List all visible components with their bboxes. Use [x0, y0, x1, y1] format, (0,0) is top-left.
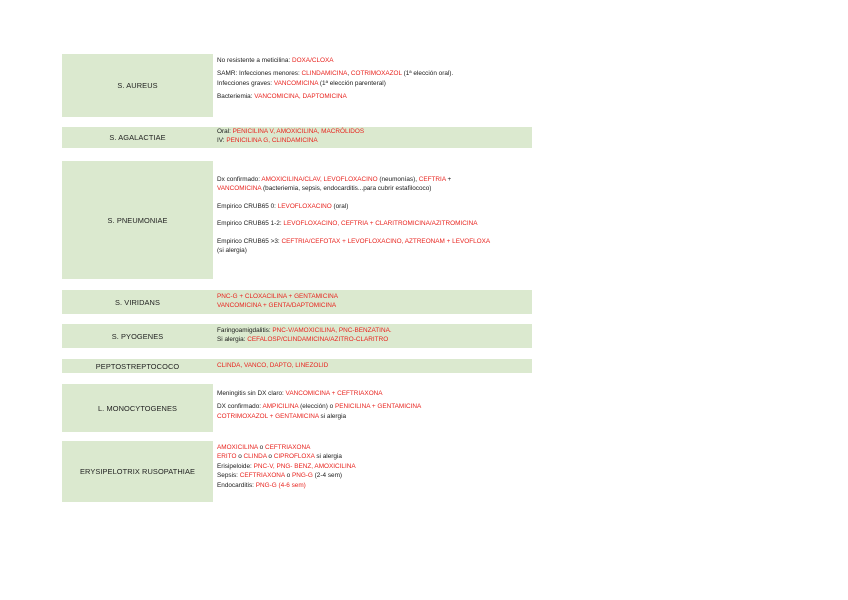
treatment-line: [217, 175, 490, 184]
note-text: (oral): [331, 202, 349, 210]
treatment-block: [217, 202, 490, 211]
drug-name: PNC-G + CLOXACILINA + GENTAMICINA: [217, 293, 338, 300]
treatment-block: [217, 219, 490, 228]
note-text: o: [266, 453, 274, 461]
organism-label: S. PYOGENES: [62, 324, 213, 348]
treatment-line: [217, 292, 338, 301]
treatment-line: [217, 471, 356, 480]
treatment-block: [217, 237, 490, 256]
organism-label: L. MONOCYTOGENES: [62, 384, 213, 432]
treatment-block: [217, 175, 490, 194]
treatment-line: [217, 462, 356, 471]
treatment-line: [217, 335, 392, 344]
drug-name: PNC-V, PNG- BENZ, AMOXICILINA: [253, 462, 356, 470]
treatment-block: [217, 92, 453, 101]
note-text: Faringoamigdalitis:: [217, 327, 273, 334]
note-text: Erisipeloide:: [217, 462, 254, 470]
organism-label: PEPTOSTREPTOCOCO: [62, 359, 213, 373]
note-text: Oral:: [217, 128, 233, 135]
drug-name: CLINDA, VANCO, DAPTO, LINEZOLID: [217, 362, 329, 369]
drug-name: CIPROFLOXA: [273, 453, 315, 461]
treatment-text: [217, 292, 338, 311]
note-text: (1ª elección parenteral): [318, 79, 386, 87]
treatment-block: [217, 326, 392, 345]
treatment-line: [217, 56, 453, 65]
note-text: (bacteriemia, sepsis, endocarditis...para cubrir estafilococo): [261, 185, 432, 193]
note-text: Bacteriemia:: [217, 93, 255, 101]
treatment-line: [217, 127, 364, 136]
drug-name: CLINDAMICINA: [301, 70, 348, 78]
note-text: +: [445, 176, 452, 183]
drug-name: VANCOMICINA: [217, 185, 262, 193]
row-s-pyogenes: [62, 324, 562, 348]
drug-name: PNG-G (4-6 sem): [255, 481, 306, 489]
drug-name: VANCOMICINA + CEFTRIAXONA: [285, 390, 383, 397]
treatment-text: [217, 127, 364, 146]
note-text: Infecciones graves:: [217, 79, 274, 87]
row-s-viridans: [62, 290, 562, 314]
drug-name: VANCOMICINA: [273, 79, 319, 87]
drug-name: DOXA/CLOXA: [291, 57, 334, 64]
row-s-pneumoniae: [62, 161, 562, 279]
organism-label: S. AGALACTIAE: [62, 127, 213, 148]
drug-name: VANCOMICINA + GENTA/DAPTOMICINA: [217, 302, 337, 310]
treatment-line: [217, 452, 356, 461]
treatment-text: [217, 326, 392, 345]
note-text: (neumonías),: [377, 176, 419, 183]
note-text: si alergia: [318, 412, 347, 420]
note-text: si alergia: [314, 453, 342, 461]
row-s-aureus: [62, 54, 562, 117]
drug-name: AMOXICILINA/CLAV, LEVOFLOXACINO: [261, 176, 378, 183]
note-text: DX confirmado:: [217, 403, 263, 411]
drug-name: PENICILINA V, AMOXICILINA, MACRÓLIDOS: [232, 128, 365, 135]
note-text: No resistente a meticilina:: [217, 57, 292, 64]
treatment-block: [217, 361, 328, 370]
drug-name: VANCOMICINA, DAPTOMICINA: [254, 93, 347, 101]
drug-name: AMOXICILINA: [217, 444, 258, 451]
note-text: Empirico CRUB65 >3:: [217, 237, 282, 245]
treatment-block: [217, 389, 421, 398]
note-text: (elección) o: [298, 403, 335, 411]
treatment-line: [217, 246, 490, 255]
note-text: Empirico CRUB65 0:: [217, 202, 278, 210]
drug-name: PNC-V/AMOXICILINA, PNC-BENZATINA.: [272, 327, 392, 334]
drug-name: CEFALOSP/CLINDAMICINA/AZITRO-CLARITRO: [247, 336, 389, 344]
drug-name: LEVOFLOXACINO: [277, 202, 332, 210]
treatment-line: [217, 443, 356, 452]
treatment-block: [217, 56, 453, 65]
row-erysipelotrix: [62, 441, 562, 502]
note-text: o: [257, 444, 265, 451]
organism-label: S. AUREUS: [62, 54, 213, 117]
drug-name: CEFTRIA: [418, 176, 446, 183]
drug-name: CLINDA: [243, 453, 267, 461]
treatment-line: [217, 69, 453, 78]
treatment-line: [217, 219, 490, 228]
drug-name: CEFTRIAXONA: [264, 444, 311, 451]
row-peptostreptococo: [62, 359, 562, 373]
note-text: Meningitis sin DX claro:: [217, 390, 286, 397]
treatment-line: [217, 184, 490, 193]
note-text: Si alergia:: [217, 336, 248, 344]
drug-name: PENICILINA G, CLINDAMICINA: [226, 137, 318, 145]
treatment-line: [217, 481, 356, 490]
treatment-block: [217, 69, 453, 88]
drug-name: ERITO: [217, 453, 237, 461]
treatment-line: [217, 361, 328, 370]
note-text: (2-4 sem): [312, 472, 343, 480]
treatment-text: [217, 361, 328, 370]
treatment-line: [217, 301, 338, 310]
treatment-line: [217, 326, 392, 335]
treatment-text: [217, 443, 356, 490]
organism-label: S. PNEUMONIAE: [62, 161, 213, 279]
drug-name: LEVOFLOXACINO, CEFTRIA + CLARITROMICINA/AZITROMICINA: [283, 220, 478, 228]
treatment-line: [217, 136, 364, 145]
note-text: (1ª elección oral).: [401, 70, 454, 78]
drug-name: CEFTRIA/CEFOTAX + LEVOFLOXACINO, AZTREONAM + LEVOFLOXA: [281, 237, 491, 245]
note-text: (si alergia): [217, 247, 247, 255]
note-text: IV:: [217, 137, 227, 145]
treatment-block: [217, 127, 364, 146]
treatment-block: [217, 292, 338, 311]
treatment-text: [217, 175, 490, 255]
note-text: Sepsis:: [217, 472, 240, 480]
note-text: SAMR: Infecciones menores:: [217, 70, 302, 78]
drug-name: CEFTRIAXONA: [239, 472, 285, 480]
note-text: o: [284, 472, 292, 480]
treatment-line: [217, 202, 490, 211]
row-s-agalactiae: [62, 127, 562, 148]
treatment-line: [217, 92, 453, 101]
treatment-text: [217, 56, 453, 102]
organism-label: ERYSIPELOTRIX RUSOPATHIAE: [62, 441, 213, 502]
treatment-block: [217, 443, 356, 490]
treatment-line: [217, 412, 421, 421]
drug-name: AMPICILINA: [262, 403, 299, 411]
treatment-line: [217, 237, 490, 246]
note-text: Endocarditis:: [217, 481, 256, 489]
treatment-line: [217, 389, 421, 398]
treatment-line: [217, 79, 453, 88]
drug-name: COTRIMOXAZOL: [350, 70, 402, 78]
note-text: Empirico CRUB65 1-2:: [217, 220, 284, 228]
note-text: o: [236, 453, 244, 461]
treatment-text: [217, 389, 421, 421]
note-text: ,: [347, 70, 351, 78]
drug-name: PNG-G: [291, 472, 313, 480]
note-text: Dx confirmado:: [217, 176, 262, 183]
drug-name: COTRIMOXAZOL + GENTAMICINA: [217, 412, 319, 420]
treatment-block: [217, 402, 421, 421]
treatment-line: [217, 402, 421, 411]
row-l-monocytogenes: [62, 384, 562, 432]
organism-label: S. VIRIDANS: [62, 290, 213, 314]
drug-name: PENICILINA + GENTAMICINA: [334, 403, 422, 411]
